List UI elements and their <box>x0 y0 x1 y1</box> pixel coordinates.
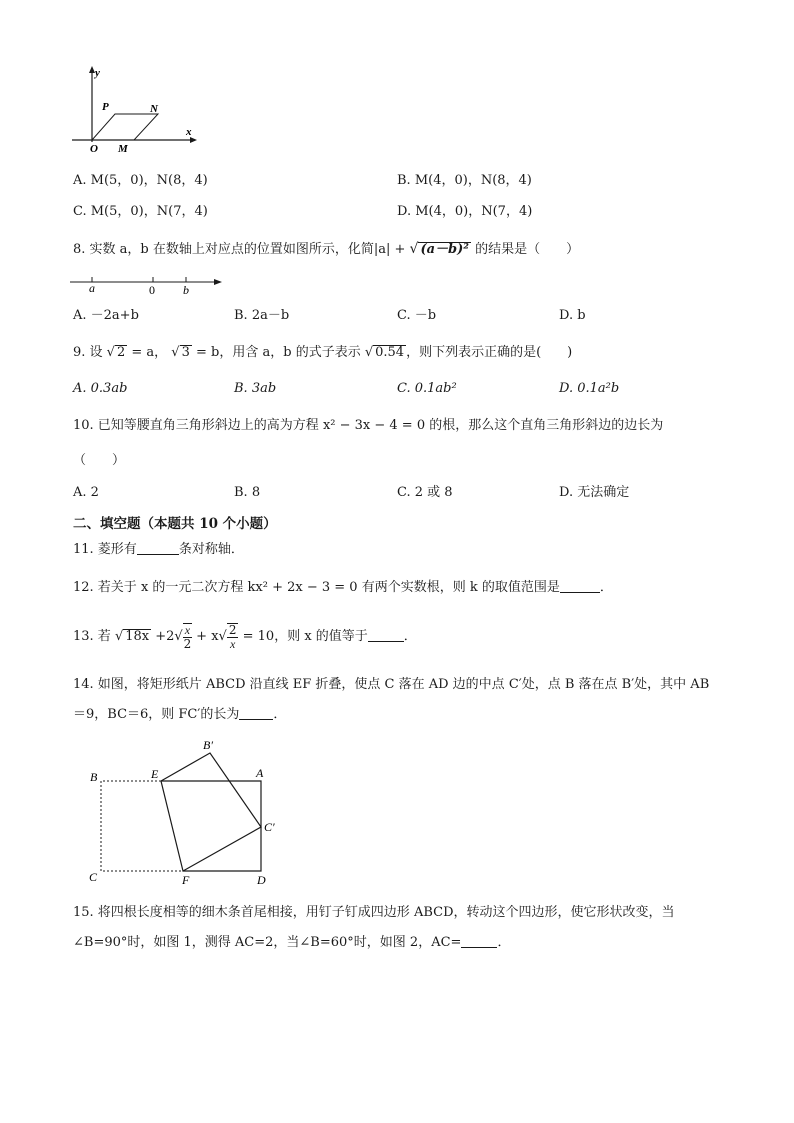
q13-frac1-den: 2 <box>183 636 192 651</box>
q11-before: 11. 菱形有 <box>73 542 137 557</box>
q7-option-c: C. M(5，0)，N(7，4) <box>73 204 208 219</box>
q10-option-c: C. 2 或 8 <box>397 485 453 500</box>
label-b: B <box>90 770 98 784</box>
q8-radicand: (a－b)² <box>420 242 469 257</box>
q15-line2-before: ∠B=90°时，如图 1，测得 AC=2，当∠B=60°时，如图 2，AC= <box>73 935 462 950</box>
q13-frac2-den: x <box>230 636 236 651</box>
q13-root18x: 18x <box>125 629 150 644</box>
q14-answer-blank[interactable] <box>239 706 273 720</box>
origin-label: O <box>90 143 98 155</box>
q11-answer-blank[interactable] <box>137 541 179 555</box>
label-a: A <box>256 766 264 780</box>
q9-part3: = b，用含 a，b 的式子表示 <box>191 345 365 360</box>
q12-after: ． <box>599 580 613 595</box>
q13-answer-blank[interactable] <box>368 628 404 642</box>
q9-option-b: B. 3ab <box>234 381 277 396</box>
q9-option-d: D. 0.1a²b <box>559 381 620 396</box>
q9-part1: 9. 设 <box>73 345 107 360</box>
section-2-title: 二、填空题（本题共 10 个小题） <box>73 516 277 532</box>
label-b-prime: B′ <box>203 738 213 752</box>
q15-line2-after: ． <box>497 935 511 950</box>
q12-answer-blank[interactable] <box>560 579 600 593</box>
coordinate-figure-q7 <box>70 62 205 157</box>
q8-option-b: B. 2a－b <box>234 308 290 323</box>
q13-eq: = 10 <box>238 629 275 644</box>
q14-line2-before: ＝9，BC＝6，则 FC′的长为 <box>73 707 240 722</box>
q15-answer-blank[interactable] <box>461 934 497 948</box>
label-d: D <box>257 873 266 887</box>
question-9: 9. 设 √ 2 = a， √ 3 = b，用含 a，b 的式子表示 √ 0.54 ，则下列表示正确的是( ) <box>73 345 573 360</box>
q13-after: ． <box>403 629 417 644</box>
q13-frac2-num: 2 <box>228 622 237 637</box>
q7-option-b: B. M(4，0)，N(8，4) <box>397 173 532 188</box>
q13-plus2: +2 <box>151 629 175 644</box>
question-13: 13. 若 √ 18x +2√ $\frac{x}{2}$ + x√ $\frac{2}{x}$ = 10，则 x 的值等于 ． <box>73 622 417 651</box>
q13-frac1-num: x <box>184 622 191 637</box>
parallelogram-opnm <box>92 114 158 140</box>
q8-prefix: 8. 实数 a，b 在数轴上对应点的位置如图所示，化简|a| + <box>73 242 410 257</box>
question-8: 8. 实数 a，b 在数轴上对应点的位置如图所示，化简|a| + √ (a－b)² 的结果是（ ） <box>73 241 580 257</box>
q13-before: ，则 x 的值等于 <box>274 629 368 644</box>
question-15-line1: 15. 将四根长度相等的细木条首尾相接，用钉子钉成四边形 ABCD，转动这个四边形，使它形状改变，当 <box>73 905 675 920</box>
folded-quad <box>161 753 261 871</box>
question-10-line1: 10. 已知等腰直角三角形斜边上的高为方程 x² − 3x − 4 = 0 的根，那么这个直角三角形斜边的边长为 <box>73 418 664 433</box>
label-b: b <box>183 283 189 297</box>
question-12 <box>73 579 613 597</box>
q8-option-d: D. b <box>559 308 586 323</box>
q9-option-c: C. 0.1ab² <box>397 381 457 396</box>
label-0: 0 <box>149 283 155 297</box>
label-c: C <box>89 870 98 884</box>
q8-option-c: C. －b <box>397 308 437 323</box>
q9-root3: 3 <box>181 345 190 360</box>
label-f: F <box>182 873 190 887</box>
question-11 <box>73 541 244 559</box>
y-label: y <box>95 67 100 79</box>
rect-solid <box>161 781 261 871</box>
q10-option-d: D. 无法确定 <box>559 485 630 500</box>
question-15-line2 <box>73 934 510 952</box>
q9-option-a: A. 0.3ab <box>73 381 128 396</box>
q7-option-d: D. M(4，0)，N(7，4) <box>397 204 533 219</box>
q9-root054: 0.54 <box>375 345 405 360</box>
q10-option-a: A. 2 <box>73 485 99 500</box>
label-e: E <box>151 767 159 781</box>
q8-suffix: 的结果是（ ） <box>470 242 580 257</box>
point-p-label: P <box>102 101 109 113</box>
q10-option-b: B. 8 <box>234 485 261 500</box>
q13-frac1 <box>183 623 192 651</box>
original-rect-dashed <box>101 781 183 871</box>
q7-option-a: A. M(5，0)，N(8，4) <box>73 173 208 188</box>
label-a: a <box>89 281 95 295</box>
point-n-label: N <box>150 103 158 115</box>
number-line-arrow <box>214 279 222 285</box>
question-10-line2: （ ） <box>73 453 126 468</box>
q8-option-a: A. －2a+b <box>73 308 139 323</box>
number-line-q8 <box>70 272 230 298</box>
q9-part2: = a， <box>127 345 172 360</box>
q11-after: 条对称轴． <box>178 542 244 557</box>
q13-plusx: + x <box>192 629 219 644</box>
question-14-line1: 14. 如图，将矩形纸片 ABCD 沿直线 EF 折叠，使点 C 落在 AD 边的中点 C′处，点 B 落在点 B′处，其中 AB <box>73 677 710 692</box>
fold-figure-q14 <box>85 735 285 890</box>
q14-line2-after: ． <box>273 707 287 722</box>
point-m-label: M <box>118 143 128 155</box>
label-c-prime: C′ <box>264 820 275 834</box>
q13-prefix: 13. 若 <box>73 629 115 644</box>
question-14-line2 <box>73 706 286 724</box>
q12-before: 12. 若关于 x 的一元二次方程 kx² + 2x − 3 = 0 有两个实数根，则 k 的取值范围是 <box>73 580 560 595</box>
q9-root2: 2 <box>116 345 126 360</box>
q13-frac2 <box>227 623 239 651</box>
x-label: x <box>186 126 192 138</box>
q9-part4: ，则下列表示正确的是( ) <box>406 345 573 360</box>
